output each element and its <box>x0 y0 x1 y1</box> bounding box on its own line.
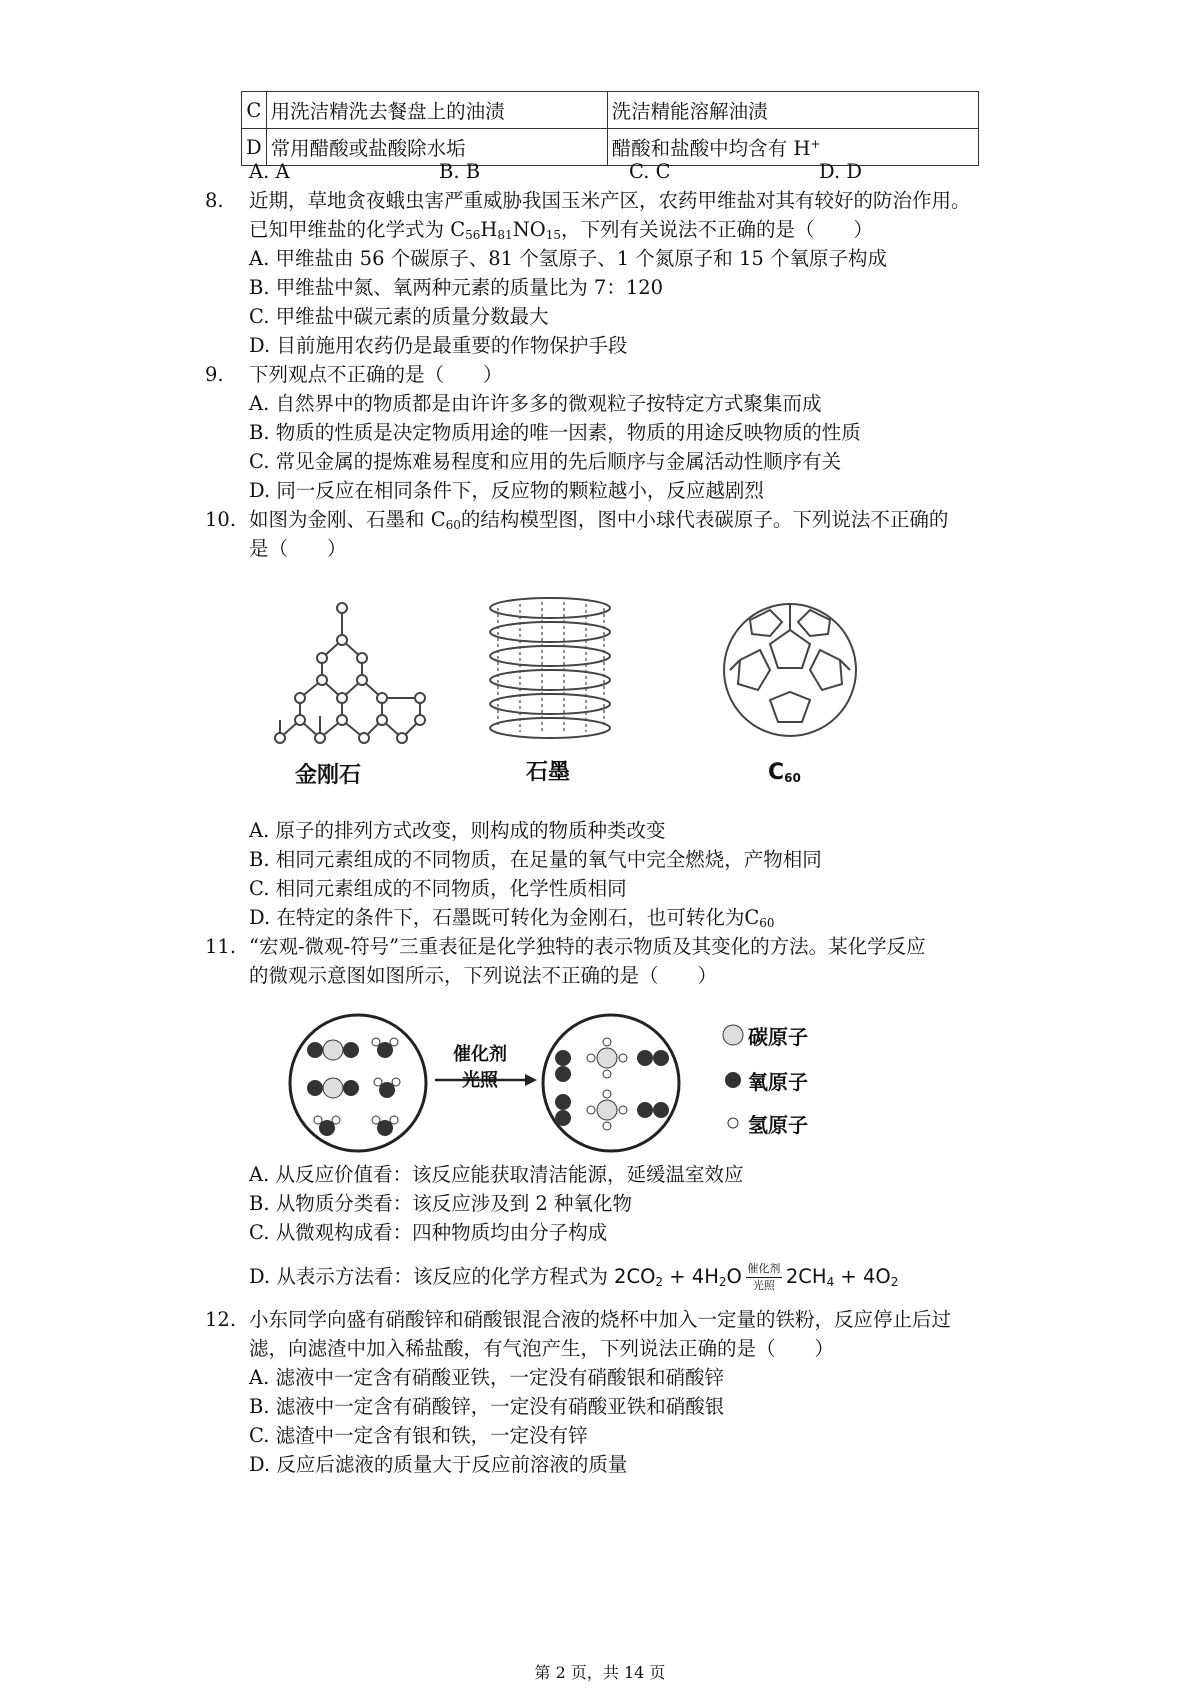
o2-molecule <box>555 1050 571 1082</box>
subscript: 81 <box>497 228 513 242</box>
h2o-molecule <box>374 1078 400 1098</box>
option-c: C. 滤渣中一定含有银和铁，一定没有锌 <box>249 1424 588 1447</box>
o2-molecule <box>637 1102 669 1118</box>
option-b: B. 滤液中一定含有硝酸锌，一定没有硝酸亚铁和硝酸银 <box>249 1395 725 1418</box>
table-cell: D <box>242 129 267 166</box>
option-c: C. 相同元素组成的不同物质，化学性质相同 <box>249 877 627 900</box>
subscript: 4 <box>826 1275 835 1289</box>
stem-text: 的结构模型图，图中小球代表碳原子。下列说法不正确的 <box>460 508 949 531</box>
legend-hydrogen-label: 氢原子 <box>748 1113 808 1137</box>
carbon-allotropes-figure <box>270 580 910 800</box>
stem-text: H <box>480 218 498 241</box>
option-c: C. 从微观构成看：四种物质均由分子构成 <box>249 1221 608 1244</box>
reactants-circle <box>290 1015 426 1151</box>
option-a: A. 滤液中一定含有硝酸亚铁，一定没有硝酸银和硝酸锌 <box>249 1366 724 1389</box>
o2-molecule <box>637 1050 669 1066</box>
legend-icons <box>723 1025 743 1128</box>
subscript: 2 <box>655 1275 664 1289</box>
question-stem: “宏观-微观-符号”三重表征是化学独特的表示物质及其变化的方法。某化学反应 <box>249 935 926 958</box>
stem-text: NO <box>512 218 546 241</box>
diamond-model <box>275 603 425 743</box>
ch4-molecule <box>587 1038 627 1078</box>
q7-table <box>241 91 979 166</box>
o2-molecule <box>555 1094 571 1126</box>
table-row <box>242 92 979 129</box>
graphite-label: 石墨 <box>526 760 571 785</box>
answer-option: A. A <box>249 160 290 183</box>
subscript: 60 <box>759 916 775 930</box>
chemical-equation <box>614 1262 899 1292</box>
condition-bottom: 光照 <box>752 1279 775 1292</box>
question-stem-line2: 滤，向滤渣中加入稀盐酸，有气泡产生，下列说法正确的是（ ） <box>249 1337 835 1360</box>
subscript: 2 <box>718 1275 727 1289</box>
option-c: C. 常见金属的提炼难易程度和应用的先后顺序与金属活动性顺序有关 <box>249 450 842 473</box>
option-d: D. 同一反应在相同条件下，反应物的颗粒越小，反应越剧烈 <box>249 479 764 502</box>
option-b: B. 甲维盐中氮、氧两种元素的质量比为 7：120 <box>249 276 664 299</box>
page-footer: 第 2 页，共 14 页 <box>534 1663 666 1682</box>
question-stem: 小东同学向盛有硝酸锌和硝酸银混合液的烧杯中加入一定量的铁粉，反应停止后过 <box>249 1308 952 1331</box>
option-a: A. 从反应价值看：该反应能获取清洁能源，延缓温室效应 <box>249 1163 744 1186</box>
products-circle <box>543 1015 679 1151</box>
condition-top: 催化剂 <box>747 1262 781 1275</box>
option-text: D. 在特定的条件下，石墨既可转化为金刚石，也可转化为C <box>249 906 760 929</box>
stem-text: 如图为金刚、石墨和 C <box>249 508 446 531</box>
answer-option: C. C <box>629 160 671 183</box>
question-stem <box>249 505 948 540</box>
stem-text: 已知甲维盐的化学式为 C <box>249 218 466 241</box>
superscript: + <box>810 137 821 151</box>
question-stem: 下列观点不正确的是（ ） <box>249 363 503 386</box>
c60-model <box>724 604 856 736</box>
option-b: B. 物质的性质是决定物质用途的唯一因素，物质的用途反映物质的性质 <box>249 421 861 444</box>
option-a: A. 甲维盐由 56 个碳原子、81 个氢原子、1 个氮原子和 15 个氧原子构成 <box>249 247 888 270</box>
h2o-molecule <box>314 1116 340 1136</box>
label-text: C <box>768 760 785 785</box>
question-stem-line2: 是（ ） <box>249 537 347 560</box>
ch4-molecule <box>587 1090 627 1130</box>
co2-molecule <box>307 1040 359 1060</box>
eq-term: O <box>726 1265 742 1288</box>
diamond-label: 金刚石 <box>295 763 362 788</box>
arrow-light-label: 光照 <box>462 1070 498 1091</box>
eq-term: 2CH <box>785 1265 827 1288</box>
subscript: 60 <box>784 771 801 785</box>
answer-option: B. B <box>439 160 481 183</box>
reaction-condition <box>742 1263 786 1292</box>
option-d: D. 反应后滤液的质量大于反应前溶液的质量 <box>249 1453 628 1476</box>
subscript: 15 <box>545 228 562 242</box>
eq-term: + 4H <box>663 1265 719 1288</box>
table-row <box>242 129 979 166</box>
option-d: D. 目前施用农药仍是最重要的作物保护手段 <box>249 334 628 357</box>
question-stem: 近期，草地贪夜蛾虫害严重威胁我国玉米产区，农药甲维盐对其有较好的防治作用。 <box>249 189 971 212</box>
table-cell: 用洗洁精洗去餐盘上的油渍 <box>266 92 607 129</box>
question-number: 9. <box>205 363 224 386</box>
option-b: B. 从物质分类看：该反应涉及到 2 种氧化物 <box>249 1192 633 1215</box>
equals-bar <box>746 1277 782 1278</box>
c60-label <box>768 760 801 785</box>
arrow-catalyst-label: 催化剂 <box>453 1044 507 1065</box>
option-c: C. 甲维盐中碳元素的质量分数最大 <box>249 305 549 328</box>
option-text: D. 从表示方法看：该反应的化学方程式为 <box>249 1265 608 1288</box>
eq-term: + 4O <box>834 1265 891 1288</box>
question-stem-line2: 的微观示意图如图所示，下列说法不正确的是（ ） <box>249 964 718 987</box>
option-d <box>249 1262 898 1297</box>
question-number: 11. <box>205 935 237 958</box>
table-cell: C <box>242 92 267 129</box>
eq-term: 2CO <box>614 1265 656 1288</box>
stem-text: ，下列有关说法不正确的是（ ） <box>561 218 874 241</box>
question-number: 10. <box>205 508 237 531</box>
question-number: 8. <box>205 189 224 212</box>
table-cell: 洗洁精能溶解油渍 <box>607 92 978 129</box>
option-b: B. 相同元素组成的不同物质，在足量的氧气中完全燃烧，产物相同 <box>249 848 822 871</box>
answer-option: D. D <box>819 160 862 183</box>
legend-oxygen-label: 氧原子 <box>748 1070 808 1094</box>
subscript: 60 <box>445 518 461 532</box>
h2o-molecule <box>372 1038 398 1058</box>
option-a: A. 原子的排列方式改变，则构成的物质种类改变 <box>249 819 666 842</box>
question-number: 12. <box>205 1308 237 1331</box>
h2o-molecule <box>372 1116 398 1136</box>
subscript: 2 <box>890 1275 899 1289</box>
graphite-model <box>490 598 610 738</box>
co2-molecule <box>307 1078 359 1098</box>
option-a: A. 自然界中的物质都是由许许多多的微观粒子按特定方式聚集而成 <box>249 392 822 415</box>
legend-carbon-label: 碳原子 <box>748 1025 808 1049</box>
cell-text: 醋酸和盐酸中均含有 H <box>611 137 811 160</box>
subscript: 56 <box>465 228 481 242</box>
table-cell: 常用醋酸或盐酸除水垢 <box>266 129 607 166</box>
